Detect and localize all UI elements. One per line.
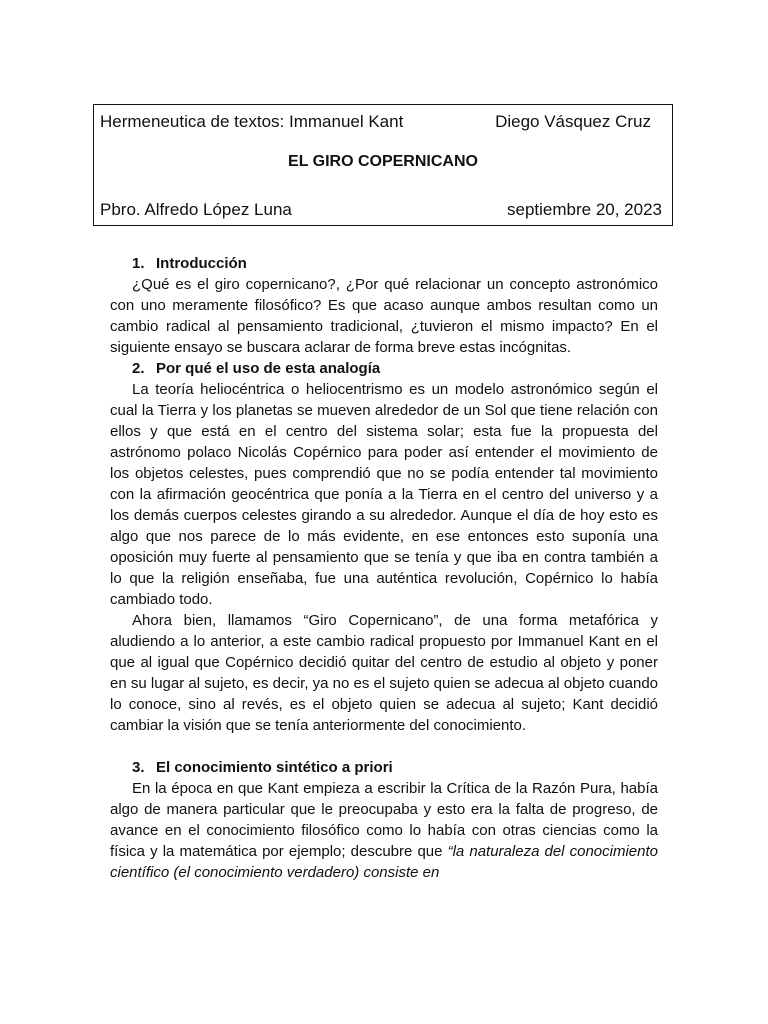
section-number: 3. [132, 759, 145, 776]
header-box [93, 104, 673, 226]
section-heading-text: El conocimiento sintético a priori [156, 759, 393, 776]
section-heading-analogia [110, 358, 658, 379]
paragraph: La teoría heliocéntrica o heliocentrismo es un modelo astronómico según el cual la Tierra y los planetas se mueven alrededor de un Sol que tiene relación con ellos y que está en el centro del sistema solar; esta fue la propuesta del astrónomo polaco Nicolás Copérnico para poder así entender el movimiento de los objetos celestes, pues comprendió que no se podía entender tal movimiento con la afirmación geocéntrica que ponía a la Tierra en el centro del universo y a los demás cuerpos celestes girando a su alrededor. Aunque el día de hoy esto es algo que nos parece de lo más evidente, en ese entonces esto suponía una oposición muy fuerte al pensamiento que se tenía y que iba en contra también a lo que la religión enseñaba, fue una auténtica revolución, Copérnico lo había cambiado todo. [110, 381, 658, 608]
paragraph: Ahora bien, llamamos “Giro Copernicano”, de una forma metafórica y aludiendo a lo anterior, a este cambio radical propuesto por Immanuel Kant en el que al igual que Copérnico decidió quitar del centro de estudio al objeto y poner en su lugar al sujeto, es decir, ya no es el sujeto quien se adecua al objeto cuando lo conoce, sino al revés, es el objeto quien se adecua al sujeto; Kant decidió cambiar la visión que se tenía anteriormente del conocimiento. [110, 612, 658, 734]
author-name: Diego Vásquez Cruz [495, 112, 651, 131]
document-body [110, 253, 658, 883]
section-heading-text: Introducción [156, 255, 247, 272]
paragraph-text: En la época en que Kant empieza a escribir la Crítica de la Razón Pura, había algo de manera particular que le preocupaba y esto era la falta de progreso, de avance en el conocimiento filosófico como lo había con otras ciencias como la física y la matemática por ejemplo; descubre que [110, 780, 658, 860]
section-heading-conocimiento [110, 757, 658, 778]
document-date: septiembre 20, 2023 [507, 200, 662, 219]
blank-line [110, 736, 658, 757]
quote-text: “la naturaleza del conocimiento científico (el conocimiento verdadero) consiste en [110, 843, 658, 881]
section-heading-introduccion [110, 253, 658, 274]
teacher-name: Pbro. Alfredo López Luna [100, 200, 292, 219]
course-title: Hermeneutica de textos: Immanuel Kant [100, 112, 404, 131]
section-number: 2. [132, 360, 145, 377]
paragraph [110, 778, 658, 883]
section-heading-text: Por qué el uso de esta analogía [156, 360, 381, 377]
paragraph: ¿Qué es el giro copernicano?, ¿Por qué relacionar un concepto astronómico con uno meramente filosófico? Es que acaso aunque ambos resultan como un cambio radical al pensamiento tradicional, ¿tuvieron el mismo impacto? En el siguiente ensayo se buscara aclarar de forma breve estas incógnitas. [110, 276, 658, 356]
document-title: EL GIRO COPERNICANO [288, 153, 478, 170]
section-number: 1. [132, 255, 145, 272]
